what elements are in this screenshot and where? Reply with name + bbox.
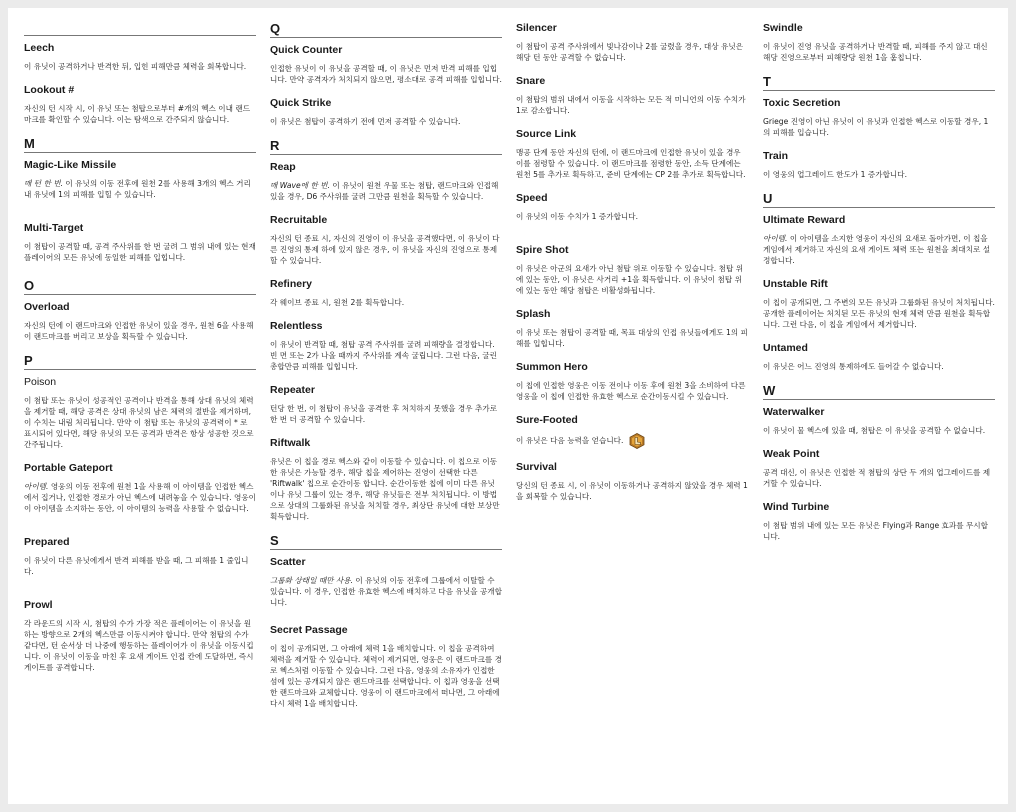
glossary-column-1 <box>24 22 256 685</box>
term-unstable-rift: Unstable Rift <box>763 278 828 290</box>
desc-emphasis: 그룹화 상태일 때만 사용. <box>270 576 354 585</box>
desc-spire-shot: 이 유닛은 아군의 요새가 아닌 첨탑 위로 이동할 수 있습니다. 첨탑 위에 있는 동안, 이 유닛은 사거리 +1을 획득합니다. 이 유닛이 첨탑 위에 있는 동안 해당 첨탑은 비활성화됩니다. <box>516 264 744 295</box>
term-lookout: Lookout # <box>24 84 75 96</box>
desc-text: 이 유닛의 이동 전후에 그룹에서 이탈할 수 있습니다. 이 경우, 인접한 유효한 헥스에 배치하고 다음 유닛을 공개합니다. <box>270 576 502 607</box>
term-wind-turbine: Wind Turbine <box>763 501 830 513</box>
term-multi-target: Multi-Target <box>24 222 84 234</box>
desc-scatter <box>270 575 502 608</box>
desc-sure-footed <box>516 433 748 449</box>
desc-lookout: 자신의 턴 시작 시, 이 유닛 또는 첨탑으로부터 #개의 헥스 이내 랜드마크를 확인할 수 있습니다. 이는 탐색으로 간주되지 않습니다. <box>24 104 251 124</box>
desc-ultimate-reward <box>763 233 995 266</box>
term-secret-passage: Secret Passage <box>270 624 348 636</box>
section-letter-m: M <box>24 137 256 153</box>
desc-magic-like-missile <box>24 178 256 200</box>
section-letter-t: T <box>763 75 995 91</box>
term-recruitable: Recruitable <box>270 214 328 226</box>
desc-portable-gateport <box>24 481 256 514</box>
term-poison: Poison <box>24 376 57 388</box>
desc-refinery: 각 웨이브 종료 시, 원천 2를 획득합니다. <box>270 298 405 307</box>
desc-emphasis: 매 Wave에 한 번. <box>270 181 330 190</box>
term-quick-strike: Quick Strike <box>270 97 332 109</box>
term-scatter: Scatter <box>270 556 306 568</box>
term-survival: Survival <box>516 461 557 473</box>
desc-overload: 자신의 턴에 이 랜드마크와 인접한 유닛이 있을 경우, 원천 6을 사용해 이 랜드마크를 버리고 보상을 획득할 수 있습니다. <box>24 321 254 341</box>
desc-repeater: 턴당 한 번, 이 첨탑이 유닛을 공격한 후 처치하지 못했을 경우 추가로 한 번 더 공격할 수 있습니다. <box>270 404 498 424</box>
section-letter-o: O <box>24 279 256 295</box>
term-splash: Splash <box>516 308 551 320</box>
glossary-page <box>8 8 1008 804</box>
term-repeater: Repeater <box>270 384 315 396</box>
term-reap: Reap <box>270 161 296 173</box>
section-letter-q: Q <box>270 22 502 38</box>
term-weak-point: Weak Point <box>763 448 820 460</box>
desc-waterwalker: 이 유닛이 물 헥스에 있을 때, 첨탑은 이 유닛을 공격할 수 없습니다. <box>763 426 986 435</box>
desc-relentless: 이 유닛이 반격할 때, 첨탑 공격 주사위를 굴려 피해량을 결정합니다. 빈 면 또는 2가 나올 때까지 주사위를 계속 굴립니다. 그런 다음, 굴린 총합만큼 피해를 입힙니다. <box>270 340 497 371</box>
desc-prepared: 이 유닛이 다른 유닛에게서 반격 피해를 받을 때, 그 피해를 1 줄입니다. <box>24 556 249 576</box>
section-letter-r: R <box>270 139 502 155</box>
term-refinery: Refinery <box>270 278 313 290</box>
desc-recruitable: 자신의 턴 종료 시, 자신의 진영이 이 유닛을 공격했다면, 이 유닛이 다른 진영의 통제 하에 있지 않은 경우, 이 유닛을 자신의 진영으로 통제할 수 있습니다. <box>270 234 500 265</box>
desc-multi-target: 이 첨탑이 공격할 때, 공격 주사위를 한 번 굴려 그 범위 내에 있는 현재 플레이어의 모든 유닛에 동일한 피해를 입힙니다. <box>24 242 256 262</box>
term-train: Train <box>763 150 789 162</box>
desc-emphasis: 아이템. <box>24 482 49 491</box>
desc-text: 이 아이템을 소지한 영웅이 자신의 요새로 돌아가면, 이 칩을 게임에서 제거하고 자신의 요새 게이트 체력 또는 원천을 최대치로 설정합니다. <box>763 234 991 265</box>
boot-badge-icon <box>629 433 645 449</box>
desc-text: 이 유닛의 이동 전후에 원천 2를 사용해 3개의 헥스 거리 내 유닛에 1의 피해를 입힐 수 있습니다. <box>24 179 251 199</box>
term-portable-gateport: Portable Gateport <box>24 462 113 474</box>
desc-train: 이 영웅의 업그레이드 한도가 1 증가합니다. <box>763 170 908 179</box>
term-prepared: Prepared <box>24 536 70 548</box>
term-source-link: Source Link <box>516 128 577 140</box>
glossary-column-3 <box>516 22 748 514</box>
term-quick-counter: Quick Counter <box>270 44 343 56</box>
term-speed: Speed <box>516 192 548 204</box>
desc-poison: 이 첨탑 또는 유닛이 성공적인 공격이나 반격을 통해 상대 유닛의 체력을 제거할 때, 해당 공격은 상대 유닛의 남은 체력의 절반을 제거하며, 이 수치는 내림 처리됩니다. 만약 이 첨탑 또는 유닛의 공격력이 * 로 표시되어 있다면, 해당 유닛의 모든 공격과 반격은 항상 성공한 것으로 간주됩니다. <box>24 396 254 449</box>
desc-secret-passage: 이 칩이 공개되면, 그 아래에 체력 1을 배치합니다. 이 칩을 공격하여 체력을 제거할 수 있습니다. 체력이 제거되면, 영웅은 이 랜드마크를 경로 헥스처럼 이동할 수 있습니다. 그런 다음, 영웅의 소유자가 인접한 섬에 있는 공개되지 않은 랜드마크를 선택합니다. 이 칩과 영웅을 선택한 랜드마크와 교체합니다. 영웅이 이 랜드마크에서 떠나면, 그 아래에 다시 체력 1을 배치합니다. <box>270 644 502 708</box>
desc-leech: 이 유닛이 공격하거나 반격한 뒤, 입힌 피해만큼 체력을 회복합니다. <box>24 62 247 71</box>
desc-speed: 이 유닛의 이동 수치가 1 증가합니다. <box>516 212 639 221</box>
term-snare: Snare <box>516 75 546 87</box>
term-overload: Overload <box>24 301 70 313</box>
desc-quick-counter: 인접한 유닛이 이 유닛을 공격할 때, 이 유닛은 먼저 반격 피해를 입힙니다. 만약 공격자가 처치되지 않으면, 평소대로 공격 피해를 입힙니다. <box>270 64 502 84</box>
desc-quick-strike: 이 유닛은 첨탑이 공격하기 전에 먼저 공격할 수 있습니다. <box>270 117 461 126</box>
term-untamed: Untamed <box>763 342 808 354</box>
desc-survival: 당신의 턴 종료 시, 이 유닛이 이동하거나 공격하지 않았을 경우 체력 1을 회복할 수 있습니다. <box>516 481 748 501</box>
glossary-column-2 <box>270 22 502 721</box>
term-relentless: Relentless <box>270 320 323 332</box>
desc-splash: 이 유닛 또는 첨탑이 공격할 때, 목표 대상의 인접 유닛들에게도 1의 피해를 입힙니다. <box>516 328 748 348</box>
term-sure-footed: Sure-Footed <box>516 414 578 426</box>
term-ultimate-reward: Ultimate Reward <box>763 214 846 226</box>
desc-swindle: 이 유닛이 진영 유닛을 공격하거나 반격할 때, 피해를 주지 않고 대신 해당 진영으로부터 피해량당 원천 1을 훔칩니다. <box>763 42 988 62</box>
desc-emphasis: 아이템. <box>763 234 788 243</box>
desc-source-link: 맹공 단계 동안 자신의 턴에, 이 랜드마크에 인접한 유닛이 있을 경우 이를 점령할 수 있습니다. 이 랜드마크를 점령한 동안, 소득 단계에는 원천 5를 추가로 획득하고, 준비 단계에는 CP 2를 추가로 획득합니다. <box>516 148 746 179</box>
desc-summon-hero: 이 칩에 인접한 영웅은 이동 전이나 이동 후에 원천 3을 소비하여 다른 영웅을 이 칩에 인접한 유효한 헥스로 순간이동시킬 수 있습니다. <box>516 381 746 401</box>
term-waterwalker: Waterwalker <box>763 406 825 418</box>
desc-silencer: 이 첨탑이 공격 주사위에서 빛나감이나 2를 굴렸을 경우, 대상 유닛은 해당 턴 동안 공격할 수 없습니다. <box>516 42 744 62</box>
desc-emphasis: 매 턴 한 번. <box>24 179 63 188</box>
term-silencer: Silencer <box>516 22 557 34</box>
term-prowl: Prowl <box>24 599 53 611</box>
desc-riftwalk: 유닛은 이 칩을 경로 헥스와 같이 이동할 수 있습니다. 이 칩으로 이동한 유닛은 가능할 경우, 해당 칩을 제어하는 진영이 선택한 다른 'Riftwalk' 칩으로 순간이동 합니다. 순간이동한 칩에 이미 다른 유닛이나 유닛 그룹이 있는 경우, 해당 유닛들은 전부 처치됩니다. 이 방법으로 상대의 그룹화된 유닛을 처치할 경우, 최상단 유닛에 대한 보상만 획득합니다. <box>270 457 500 521</box>
term-summon-hero: Summon Hero <box>516 361 588 373</box>
desc-text: 이 유닛이 원천 우물 또는 첨탑, 랜드마크와 인접해 있을 경우, D6 주사위를 굴려 그만큼 원천을 획득할 수 있습니다. <box>270 181 499 201</box>
desc-snare: 이 첨탑의 범위 내에서 이동을 시작하는 모든 적 미니언의 이동 수치가 1로 감소합니다. <box>516 95 746 115</box>
desc-weak-point: 공격 대신, 이 유닛은 인접한 적 첨탑의 상단 두 개의 업그레이드를 제거할 수 있습니다. <box>763 468 991 488</box>
glossary-column-4 <box>763 22 995 554</box>
desc-prowl: 각 라운드의 시작 시, 첨탑의 수가 가장 적은 플레이어는 이 유닛을 원하는 방향으로 2개의 헥스만큼 이동시켜야 합니다. 만약 첨탑의 수가 같다면, 턴 순서상 더 나중에 행동하는 플레이어가 이 유닛을 이동시킵니다. 이 유닛이 이동을 마친 후 요새 게이트 인접 칸에 도달하면, 즉시 게이트를 공격합니다. <box>24 619 254 672</box>
term-leech: Leech <box>24 42 55 54</box>
term-toxic-secretion: Toxic Secretion <box>763 97 841 109</box>
term-riftwalk: Riftwalk <box>270 437 311 449</box>
section-letter-w: W <box>763 384 995 400</box>
desc-wind-turbine: 이 첨탑 범위 내에 있는 모든 유닛은 Flying과 Range 효과를 무시합니다. <box>763 521 988 541</box>
desc-reap <box>270 180 502 202</box>
desc-text: 이 유닛은 다음 능력을 얻습니다. <box>516 436 624 445</box>
desc-untamed: 이 유닛은 어느 진영의 통제하에도 들어갈 수 없습니다. <box>763 362 944 371</box>
term-spire-shot: Spire Shot <box>516 244 569 256</box>
term-magic-like-missile: Magic-Like Missile <box>24 159 117 171</box>
desc-text: 영웅의 이동 전후에 원천 1을 사용해 이 아이템을 인접한 헥스에서 집거나, 인접한 경로가 아닌 헥스에 내려놓을 수 있습니다. 영웅이 이 아이템을 소지하는 동안, 이 아이템의 능력을 사용할 수 없습니다. <box>24 482 256 513</box>
desc-unstable-rift: 이 칩이 공개되면, 그 주변의 모든 유닛과 그룹화된 유닛이 처치됩니다. 공개한 플레이어는 처치된 모든 유닛의 현재 체력 만큼 원천을 획득합니다. 그런 다음, 이 칩을 게임에서 제거합니다. <box>763 298 995 329</box>
term-swindle: Swindle <box>763 22 803 34</box>
section-letter-u: U <box>763 192 995 208</box>
section-letter-p: P <box>24 354 256 370</box>
section-divider <box>24 35 256 36</box>
desc-toxic-secretion: Griege 진영이 아닌 유닛이 이 유닛과 인접한 헥스로 이동할 경우, 1의 피해를 입습니다. <box>763 117 989 137</box>
section-letter-s: S <box>270 534 502 550</box>
